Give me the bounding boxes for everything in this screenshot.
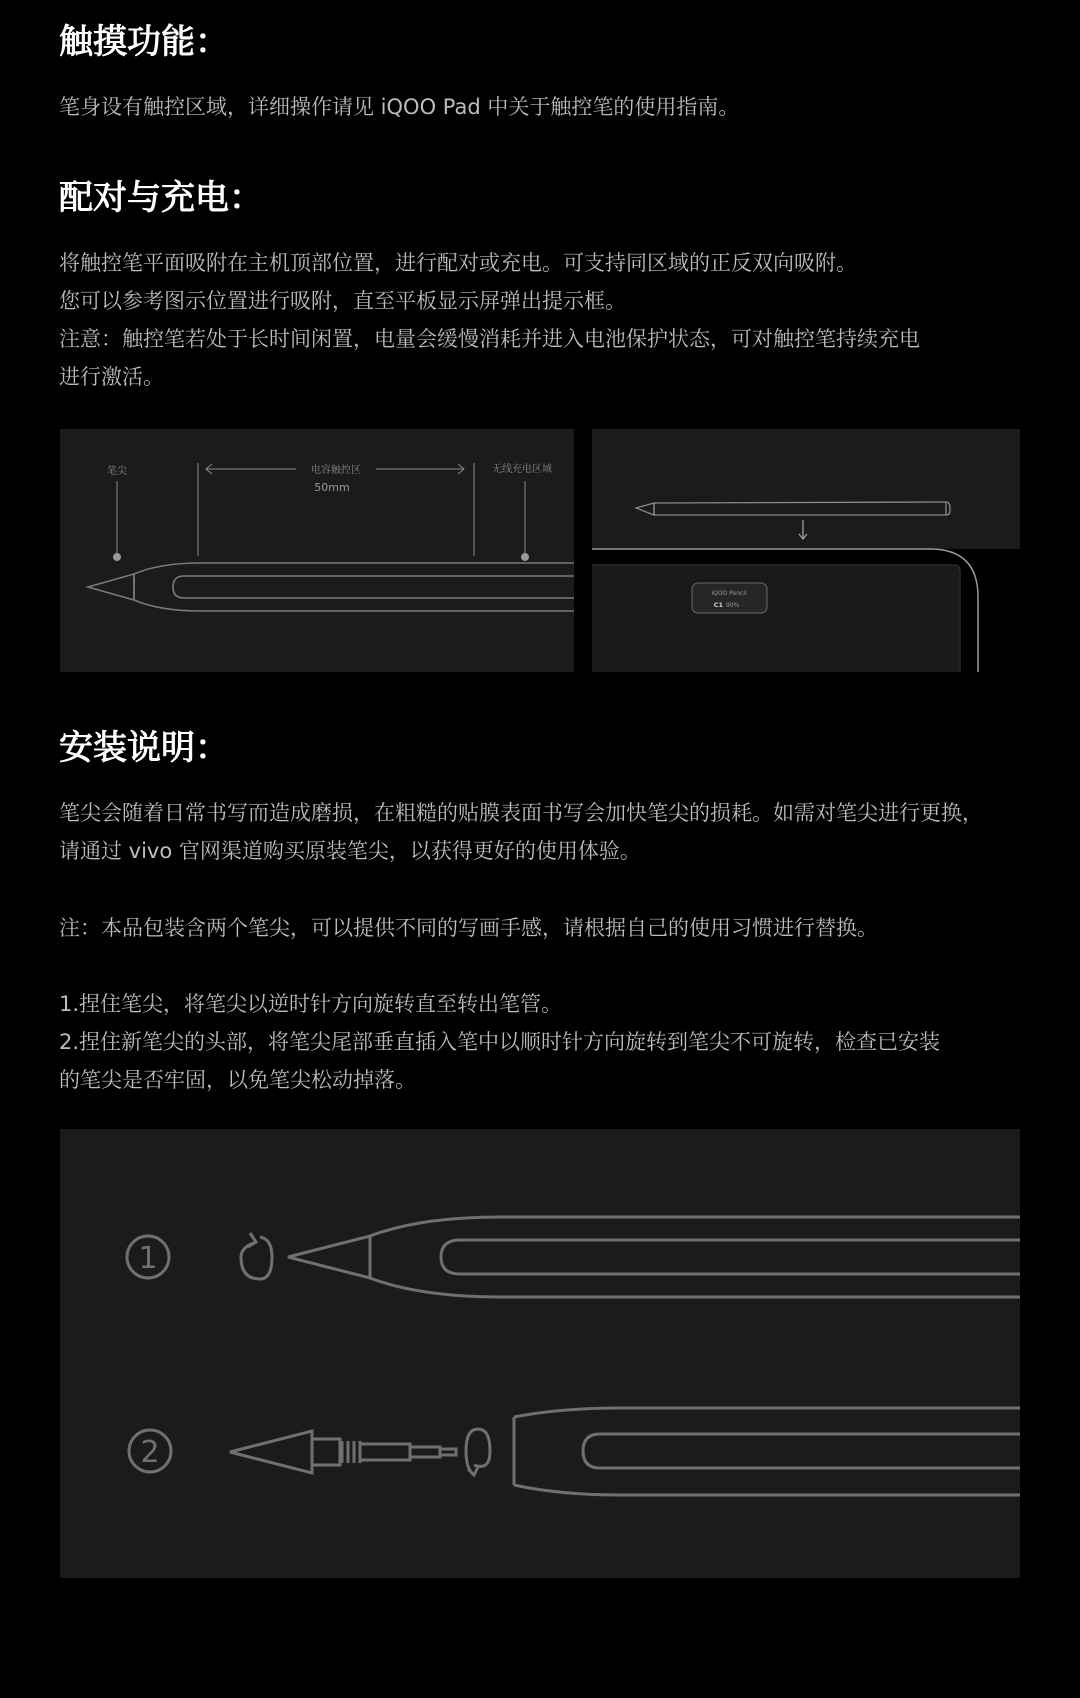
install-line-2: 请通过 vivo 官网渠道购买原装笔尖，以获得更好的使用体验。	[59, 839, 641, 863]
tip-dot	[113, 553, 121, 561]
pairing-line-4: 进行激活。	[59, 365, 164, 389]
pairing-line-2: 您可以参考图示位置进行吸附，直至平板显示屏弹出提示框。	[59, 289, 626, 313]
pen-step-2	[514, 1408, 1020, 1495]
tablet-attach-illustration	[592, 429, 1020, 672]
pencil-outline	[636, 502, 950, 515]
touch-heading: 触摸功能：	[59, 22, 229, 62]
install-line-1: 笔尖会随着日常书写而造成磨损，在粗糙的贴膜表面书写会加快笔尖的损耗。如需对笔尖进行更换，	[59, 801, 983, 825]
pairing-line-3: 注意：触控笔若处于长时间闲置，电量会缓慢消耗并进入电池保护状态，可对触控笔持续充电	[59, 327, 920, 351]
tablet-attach-diagram	[592, 429, 1020, 672]
install-step-1: 1.捏住笔尖，将笔尖以逆时针方向旋转直至转出笔管。	[59, 992, 563, 1016]
touch-zone-label: 电容触控区	[311, 465, 361, 476]
pairing-heading: 配对与充电：	[59, 178, 263, 218]
pairing-popup	[692, 583, 767, 613]
charge-dot	[521, 553, 529, 561]
step-2-number: 2	[140, 1435, 160, 1470]
touch-zone-length: 50mm	[314, 481, 350, 494]
install-note: 注：本品包装含两个笔尖，可以提供不同的写画手感，请根据自己的使用习惯进行替换。	[59, 916, 878, 940]
popup-brand: C1	[713, 601, 723, 609]
pen-zones-illustration	[60, 429, 574, 672]
tip-replacement-diagram	[60, 1129, 1020, 1578]
pen-step-1	[288, 1217, 1020, 1297]
step-1-number: 1	[138, 1241, 158, 1276]
tip-replacement-illustration	[60, 1129, 1020, 1578]
install-step-2: 2.捏住新笔尖的头部，将笔尖尾部垂直插入笔中以顺时针方向旋转到笔尖不可旋转，检查已安装	[59, 1030, 941, 1054]
new-tip	[230, 1431, 456, 1473]
charge-zone-label: 无线充电区域	[492, 464, 552, 475]
pen-zones-diagram	[60, 429, 574, 672]
down-arrow-icon	[799, 520, 807, 539]
tip-label: 笔尖	[107, 466, 127, 477]
install-heading: 安装说明：	[59, 728, 229, 768]
rotate-cw-icon	[466, 1429, 490, 1475]
popup-title: iQOO Pencil	[711, 590, 747, 597]
touch-description: 笔身设有触控区域，详细操作请见 iQOO Pad 中关于触控笔的使用指南。	[59, 95, 740, 119]
rotate-ccw-icon	[241, 1233, 272, 1279]
popup-battery: 90%	[726, 602, 740, 609]
pairing-line-1: 将触控笔平面吸附在主机顶部位置，进行配对或充电。可支持同区域的正反双向吸附。	[59, 251, 857, 275]
pen-outline	[88, 563, 574, 611]
tablet-screen	[592, 566, 959, 672]
install-step-2-cont: 的笔尖是否牢固，以免笔尖松动掉落。	[59, 1068, 416, 1092]
